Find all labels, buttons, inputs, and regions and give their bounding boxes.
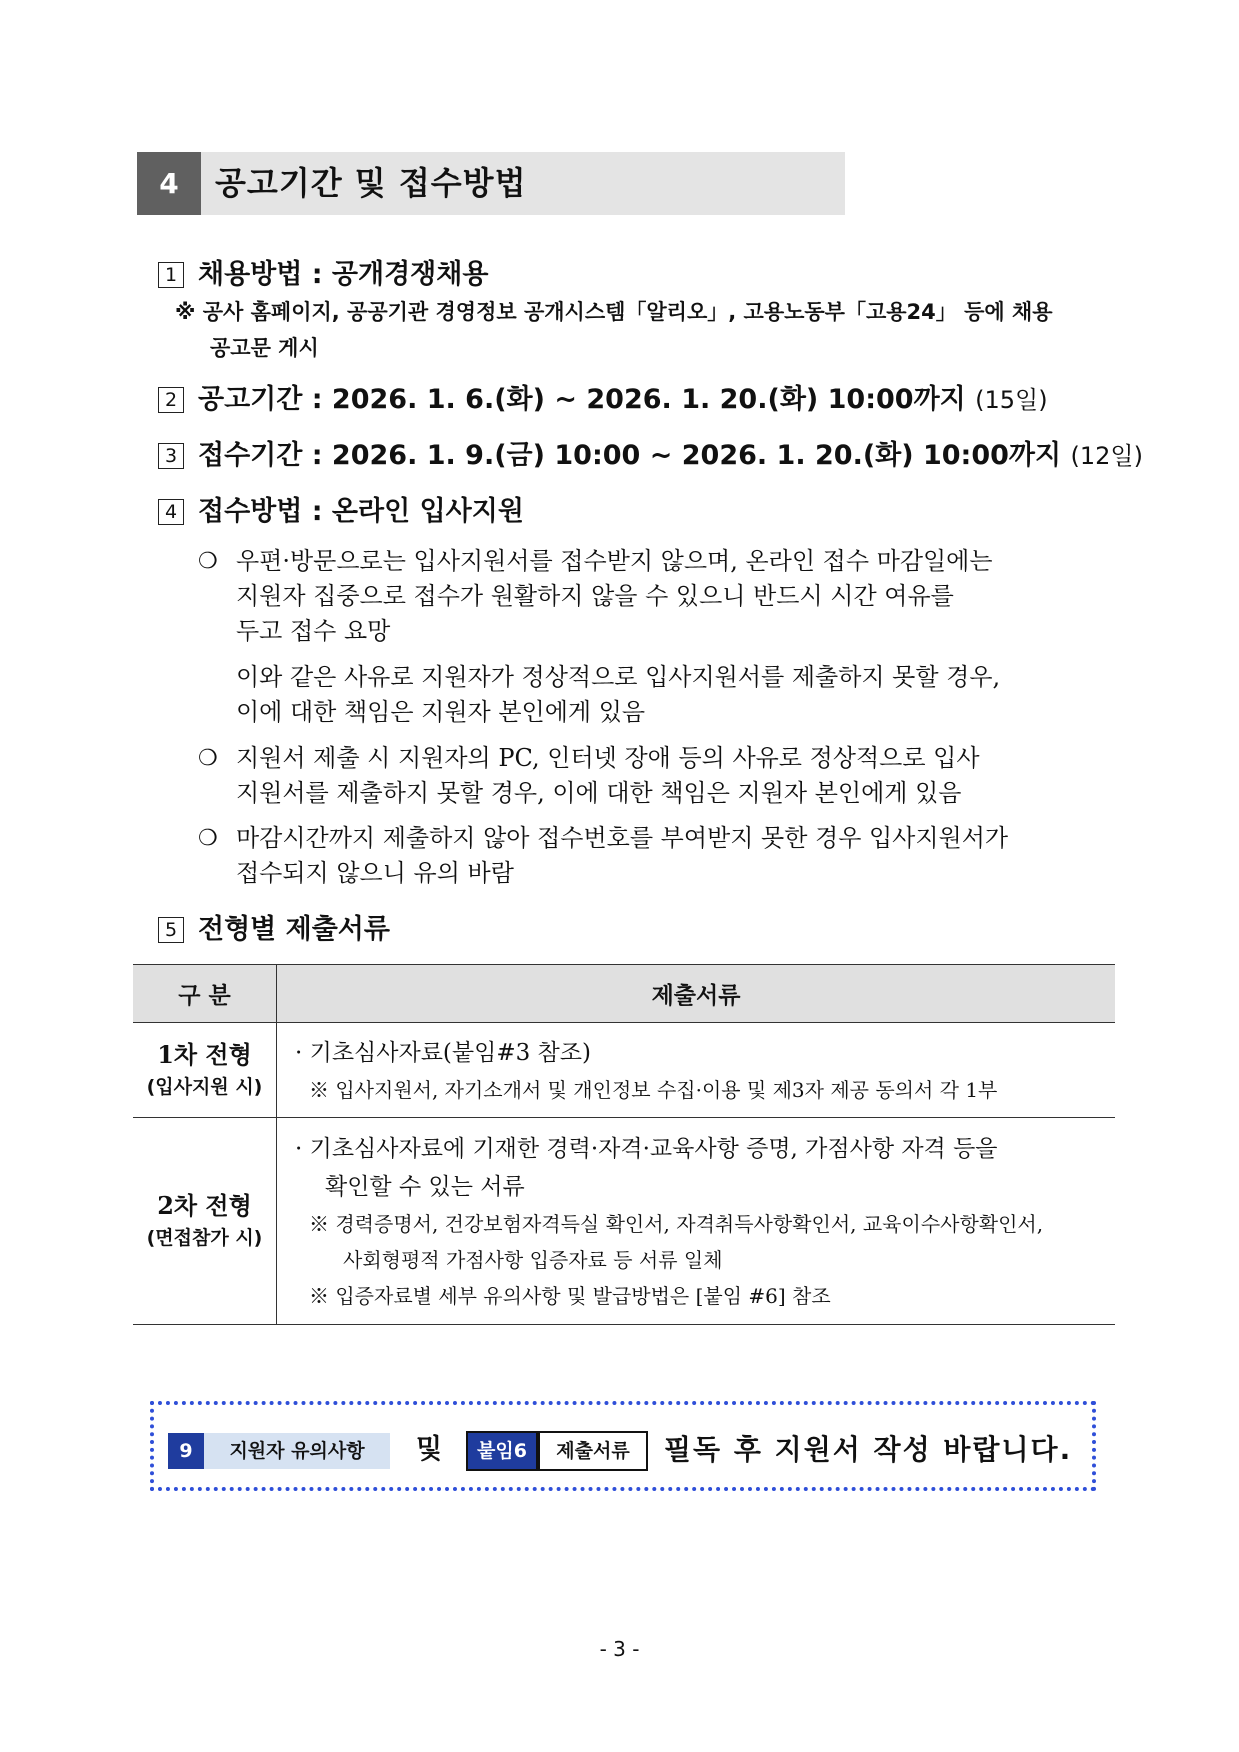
bullet-line: 지원자 집중으로 접수가 원활하지 않을 수 있으니 반드시 시간 여유를 xyxy=(236,582,954,610)
bullet-line: 두고 접수 요망 xyxy=(236,617,391,645)
item-4 xyxy=(158,494,524,530)
row-category xyxy=(133,1118,277,1325)
item-label: 공고기간 : 2026. 1. 6.(화) ~ 2026. 1. 20.(화) 10:00까지 xyxy=(198,384,966,415)
doc-note: ※ 입사지원서, 자기소개서 및 개인정보 수집·이용 및 제3자 제공 동의서 각 1부 xyxy=(309,1078,998,1102)
note-text: 공사 홈페이지, 공공기관 경영정보 공개시스템「알리오」, 고용노동부「고용24」 등에 채용 xyxy=(202,300,1053,324)
row-subname: (입사지원 시) xyxy=(146,1076,263,1098)
section-number: 4 xyxy=(137,152,201,215)
item-1 xyxy=(158,257,488,293)
bullet-icon: ❍ xyxy=(198,746,218,771)
doc-note: ※ 경력증명서, 건강보험자격득실 확인서, 자격취득사항확인서, 교육이수사항확인서, xyxy=(309,1212,1044,1236)
note-1-line2: 공고문 게시 xyxy=(210,336,319,360)
doc-line: · 기초심사자료(붙임#3 참조) xyxy=(295,1040,591,1066)
bullet-line: 이와 같은 사유로 지원자가 정상적으로 입사지원서를 제출하지 못할 경우, xyxy=(236,663,1001,691)
doc-note: ※ 입증자료별 세부 유의사항 및 발급방법은 [붙임 #6] 참조 xyxy=(309,1284,831,1308)
doc-line: · 기초심사자료에 기재한 경력·자격·교육사항 증명, 가점사항 자격 등을 xyxy=(295,1136,998,1162)
bullet-line: 마감시간까지 제출하지 않아 접수번호를 부여받지 못한 경우 입사지원서가 xyxy=(236,824,1009,852)
row-name: 1차 전형 xyxy=(157,1040,252,1069)
item-marker: 2 xyxy=(158,387,184,413)
header-documents: 제출서류 xyxy=(277,965,1116,1023)
header-category: 구 분 xyxy=(133,965,277,1023)
page-number: - 3 - xyxy=(599,1637,640,1661)
section-title: 공고기간 및 접수방법 xyxy=(215,164,527,202)
item-label: 채용방법 : 공개경쟁채용 xyxy=(198,259,489,290)
table-header-row xyxy=(133,965,1115,1023)
note-1-line1 xyxy=(175,294,1053,330)
bullet-2 xyxy=(198,741,1106,811)
row-documents xyxy=(277,1023,1116,1118)
bullet-3 xyxy=(198,821,1106,891)
item-marker: 3 xyxy=(158,443,184,469)
bullet-line: 지원서를 제출하지 못할 경우, 이에 대한 책임은 지원자 본인에게 있음 xyxy=(236,779,962,807)
notice-box xyxy=(150,1401,1096,1491)
bullet-line: 우편·방문으로는 입사지원서를 접수받지 않으며, 온라인 접수 마감일에는 xyxy=(236,547,993,575)
item-3 xyxy=(158,438,1143,474)
notice-section-tag: 지원자 유의사항 xyxy=(204,1433,390,1469)
documents-table xyxy=(133,964,1115,1325)
notice-documents-badge: 제출서류 xyxy=(538,1431,648,1471)
bullet-line: 지원서 제출 시 지원자의 PC, 인터넷 장애 등의 사유로 정상적으로 입사 xyxy=(236,744,980,772)
note-symbol: ※ xyxy=(175,300,196,324)
table-row xyxy=(133,1118,1115,1325)
section-header xyxy=(137,152,845,215)
doc-line: 확인할 수 있는 서류 xyxy=(325,1174,525,1200)
item-marker: 4 xyxy=(158,499,184,525)
item-label: 접수방법 : 온라인 입사지원 xyxy=(198,496,524,527)
item-suffix: (12일) xyxy=(1070,442,1143,470)
item-label: 전형별 제출서류 xyxy=(198,914,390,945)
bullet-1 xyxy=(198,544,1106,730)
item-5 xyxy=(158,912,390,948)
bullet-line: 접수되지 않으니 유의 바람 xyxy=(236,859,514,887)
bullet-icon: ❍ xyxy=(198,826,218,851)
row-category xyxy=(133,1023,277,1118)
bullet-icon: ❍ xyxy=(198,549,218,574)
item-marker: 1 xyxy=(158,262,184,288)
item-label: 접수기간 : 2026. 1. 9.(금) 10:00 ~ 2026. 1. 20.(화) 10:00까지 xyxy=(198,440,1062,471)
notice-text: 필독 후 지원서 작성 바랍니다. xyxy=(664,1433,1073,1466)
table-row xyxy=(133,1023,1115,1118)
item-2 xyxy=(158,382,1048,418)
notice-attachment-badge: 붙임6 xyxy=(466,1431,538,1471)
item-suffix: (15일) xyxy=(975,386,1048,414)
bullet-line: 이에 대한 책임은 지원자 본인에게 있음 xyxy=(236,698,646,726)
notice-section-number: 9 xyxy=(168,1433,204,1469)
row-name: 2차 전형 xyxy=(157,1191,252,1220)
item-marker: 5 xyxy=(158,917,184,943)
row-subname: (면접참가 시) xyxy=(146,1227,263,1249)
notice-conjunction: 및 xyxy=(416,1434,443,1465)
row-documents xyxy=(277,1118,1116,1325)
doc-note: 사회형평적 가점사항 입증자료 등 서류 일체 xyxy=(343,1248,723,1272)
